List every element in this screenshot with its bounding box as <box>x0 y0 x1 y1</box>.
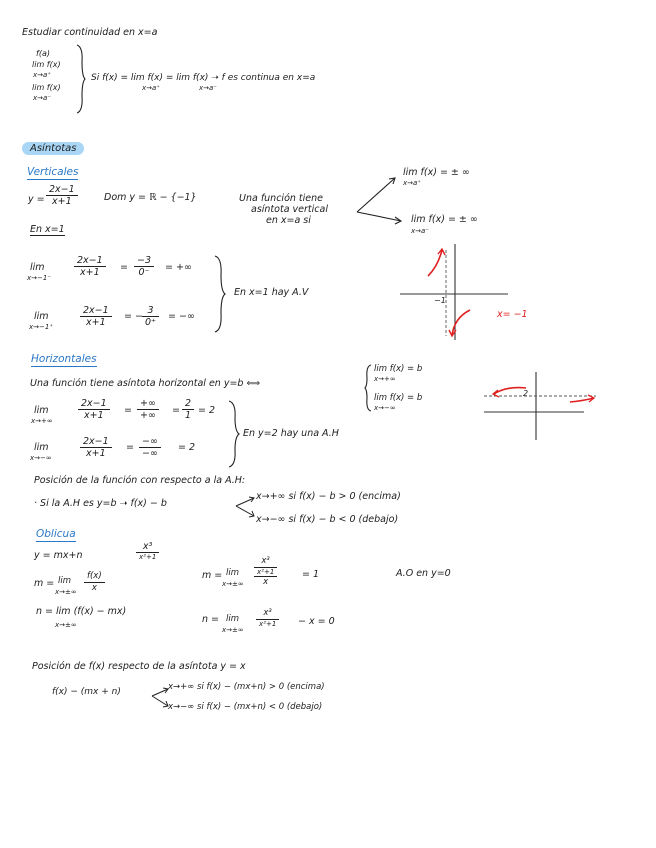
hlim2-result-fraction <box>139 436 161 459</box>
horizontal-def: Una función tiene asíntota horizontal en y=b ⟺ <box>30 378 261 389</box>
oblique-m-den: x <box>91 583 97 593</box>
hlim1-r2n: 2 <box>182 398 194 410</box>
vertical-def-3: en x=a si <box>266 215 311 226</box>
continuity-brace <box>76 44 86 114</box>
oblique-position-title: Posición de f(x) respecto de la asíntota y = x <box>32 661 246 672</box>
hlim2-eq: = <box>126 442 134 453</box>
vertical-y-eq: y = <box>28 194 45 205</box>
vertical-graph-tick: −1 <box>434 296 446 305</box>
vlim1-lim: lim <box>30 262 45 273</box>
horizontal-position-below: x→−∞ si f(x) − b < 0 (debajo) <box>256 514 399 525</box>
continuity-title: Estudiar continuidad en x=a <box>22 27 158 38</box>
cond-lim-left-sub: x→a⁻ <box>33 94 51 102</box>
horizontal-position-title: Posición de la función con respecto a la A.H: <box>34 475 246 486</box>
oblique-n2-num: x³ <box>256 608 279 620</box>
vlim1-eq: = <box>120 262 128 273</box>
oblique-position-above: x→+∞ si f(x) − (mx+n) > 0 (encima) <box>168 682 325 692</box>
hlim1-res: = 2 <box>198 405 216 416</box>
cond-lim-right-sub: x→a⁺ <box>33 71 51 79</box>
horizontal-cond-brace <box>364 364 372 412</box>
vertical-asymptote-graph <box>400 244 520 344</box>
vertical-lim-top: lim f(x) = ± ∞ <box>403 167 470 178</box>
vlim1-num: 2x−1 <box>74 255 106 267</box>
hlim2-res: = 2 <box>178 442 196 453</box>
oblique-example-fraction <box>136 541 159 561</box>
hlim1-rd: +∞ <box>140 410 156 421</box>
oblique-example-den: x²+1 <box>139 553 157 561</box>
vertical-brace <box>214 255 226 333</box>
vertical-conclusion: En x=1 hay A.V <box>234 287 309 298</box>
oblique-equation: y = mx+n <box>34 550 83 561</box>
vlim1-result-fraction <box>134 255 154 278</box>
vlim1-den: x+1 <box>80 267 100 278</box>
hlim2-num: 2x−1 <box>80 436 112 448</box>
horizontal-cond-1-sub: x→+∞ <box>374 375 396 383</box>
oblique-m2-num-b: x²+1 <box>254 568 277 577</box>
vertical-num: 2x−1 <box>46 184 78 196</box>
continuity-rule-sub-left: x→a⁻ <box>199 84 217 92</box>
vertical-lim-bot: lim f(x) = ± ∞ <box>411 214 478 225</box>
oblique-example-num: x³ <box>136 541 159 553</box>
vertical-den: x+1 <box>52 196 72 207</box>
vertical-lim-bot-sub: x→a⁻ <box>411 227 429 235</box>
hlim1-fraction <box>78 398 110 421</box>
oblique-position-if: f(x) − (mx + n) <box>52 687 121 697</box>
oblique-heading: Oblicua <box>36 528 76 540</box>
oblique-n-sub: x→±∞ <box>55 621 77 629</box>
horizontal-cond-2: lim f(x) = b <box>374 393 423 403</box>
oblique-position-below: x→−∞ si f(x) − (mx+n) < 0 (debajo) <box>168 702 323 712</box>
hlim1-eq: = <box>124 405 132 416</box>
vlim2-fraction <box>80 305 112 328</box>
vlim1-fraction <box>74 255 106 278</box>
vlim2-eq: = − <box>124 311 143 322</box>
hlim2-rn: −∞ <box>139 436 161 448</box>
oblique-m2-fraction <box>254 556 277 588</box>
vlim2-den: x+1 <box>86 317 106 328</box>
oblique-n2-fraction <box>256 608 279 628</box>
oblique-m-num: f(x) <box>84 571 105 583</box>
vertical-branch-arrows <box>355 176 405 226</box>
hlim1-eq2: = <box>172 405 180 416</box>
cond-lim-right: lim f(x) <box>32 60 61 69</box>
oblique-m-label: m = <box>34 578 55 589</box>
continuity-rule-sub-right: x→a⁺ <box>142 84 160 92</box>
hlim1-lim: lim <box>34 405 49 416</box>
horizontal-heading: Horizontales <box>31 353 97 365</box>
oblique-n-label: n = lim (f(x) − mx) <box>36 606 127 617</box>
vertical-heading: Verticales <box>27 166 79 178</box>
vlim2-res: = −∞ <box>168 311 195 322</box>
horizontal-brace <box>228 400 240 468</box>
oblique-m-lim: lim <box>58 576 72 586</box>
oblique-m-fraction <box>84 571 105 594</box>
vertical-def-1: Una función tiene <box>239 193 323 204</box>
oblique-n2-den: x²+1 <box>259 620 277 628</box>
vlim2-rd: 0⁺ <box>145 317 157 328</box>
hlim1-r2d: 1 <box>185 410 192 421</box>
vlim1-res: = +∞ <box>165 262 192 273</box>
hlim1-num: 2x−1 <box>78 398 110 410</box>
vlim1-rd: 0⁻ <box>138 267 150 278</box>
hlim2-lim: lim <box>34 442 49 453</box>
oblique-m-sub: x→±∞ <box>55 588 77 596</box>
hlim1-rn: +∞ <box>137 398 159 410</box>
cond-lim-left: lim f(x) <box>32 83 61 92</box>
vertical-lim-top-sub: x→a⁺ <box>403 179 421 187</box>
oblique-m2-label: m = <box>202 570 223 581</box>
vlim2-sub: x→−1⁺ <box>29 323 54 331</box>
continuity-rule: Si f(x) = lim f(x) = lim f(x) ➝ f es continua en x=a <box>91 73 316 83</box>
vlim1-sub: x→−1⁻ <box>27 274 52 282</box>
horizontal-graph-label: 2 <box>523 389 529 398</box>
hlim2-sub: x→−∞ <box>30 454 52 462</box>
oblique-m2-num-a: x³ <box>254 556 277 568</box>
horizontal-conclusion: En y=2 hay una A.H <box>243 428 339 439</box>
oblique-m2-lim: lim <box>226 568 240 578</box>
vertical-at-x: En x=1 <box>30 224 65 235</box>
horizontal-position-if: · Si la A.H es y=b ➝ f(x) − b <box>34 498 167 509</box>
vlim2-num: 2x−1 <box>80 305 112 317</box>
vertical-domain: Dom y = ℝ − {−1} <box>104 192 197 203</box>
horizontal-position-above: x→+∞ si f(x) − b > 0 (encima) <box>256 491 401 502</box>
vlim2-result-fraction <box>142 305 159 328</box>
hlim1-den: x+1 <box>84 410 104 421</box>
asymptotes-pill: Asíntotas <box>22 142 84 155</box>
vertical-graph-label: x= −1 <box>497 309 528 320</box>
oblique-n2-lim: lim <box>226 614 240 624</box>
vlim2-lim: lim <box>34 311 49 322</box>
horizontal-cond-2-sub: x→−∞ <box>374 404 396 412</box>
horizontal-asymptote-graph <box>478 372 598 442</box>
vertical-def-2: asíntota vertical <box>251 204 328 215</box>
oblique-m2-sub: x→±∞ <box>222 580 244 588</box>
vertical-function-fraction <box>46 184 78 207</box>
hlim2-den: x+1 <box>86 448 106 459</box>
hlim2-fraction <box>80 436 112 459</box>
hlim1-sub: x→+∞ <box>31 417 53 425</box>
oblique-n2-label: n = <box>202 614 220 625</box>
vlim2-rn: 3 <box>142 305 159 317</box>
hlim2-rd: −∞ <box>142 448 158 459</box>
oblique-n2-result: − x = 0 <box>298 616 335 627</box>
oblique-n2-sub: x→±∞ <box>222 626 244 634</box>
hlim1-result2-fraction <box>182 398 194 421</box>
cond-fa: f(a) <box>36 49 50 58</box>
vlim1-rn: −3 <box>134 255 154 267</box>
hlim1-result-fraction <box>137 398 159 421</box>
oblique-ao: A.O en y=0 <box>396 568 451 579</box>
horizontal-position-arrows <box>234 494 258 520</box>
oblique-m2-result: = 1 <box>302 569 320 580</box>
oblique-position-arrows <box>150 686 170 710</box>
horizontal-cond-1: lim f(x) = b <box>374 364 423 374</box>
oblique-m2-den: x <box>263 577 269 587</box>
